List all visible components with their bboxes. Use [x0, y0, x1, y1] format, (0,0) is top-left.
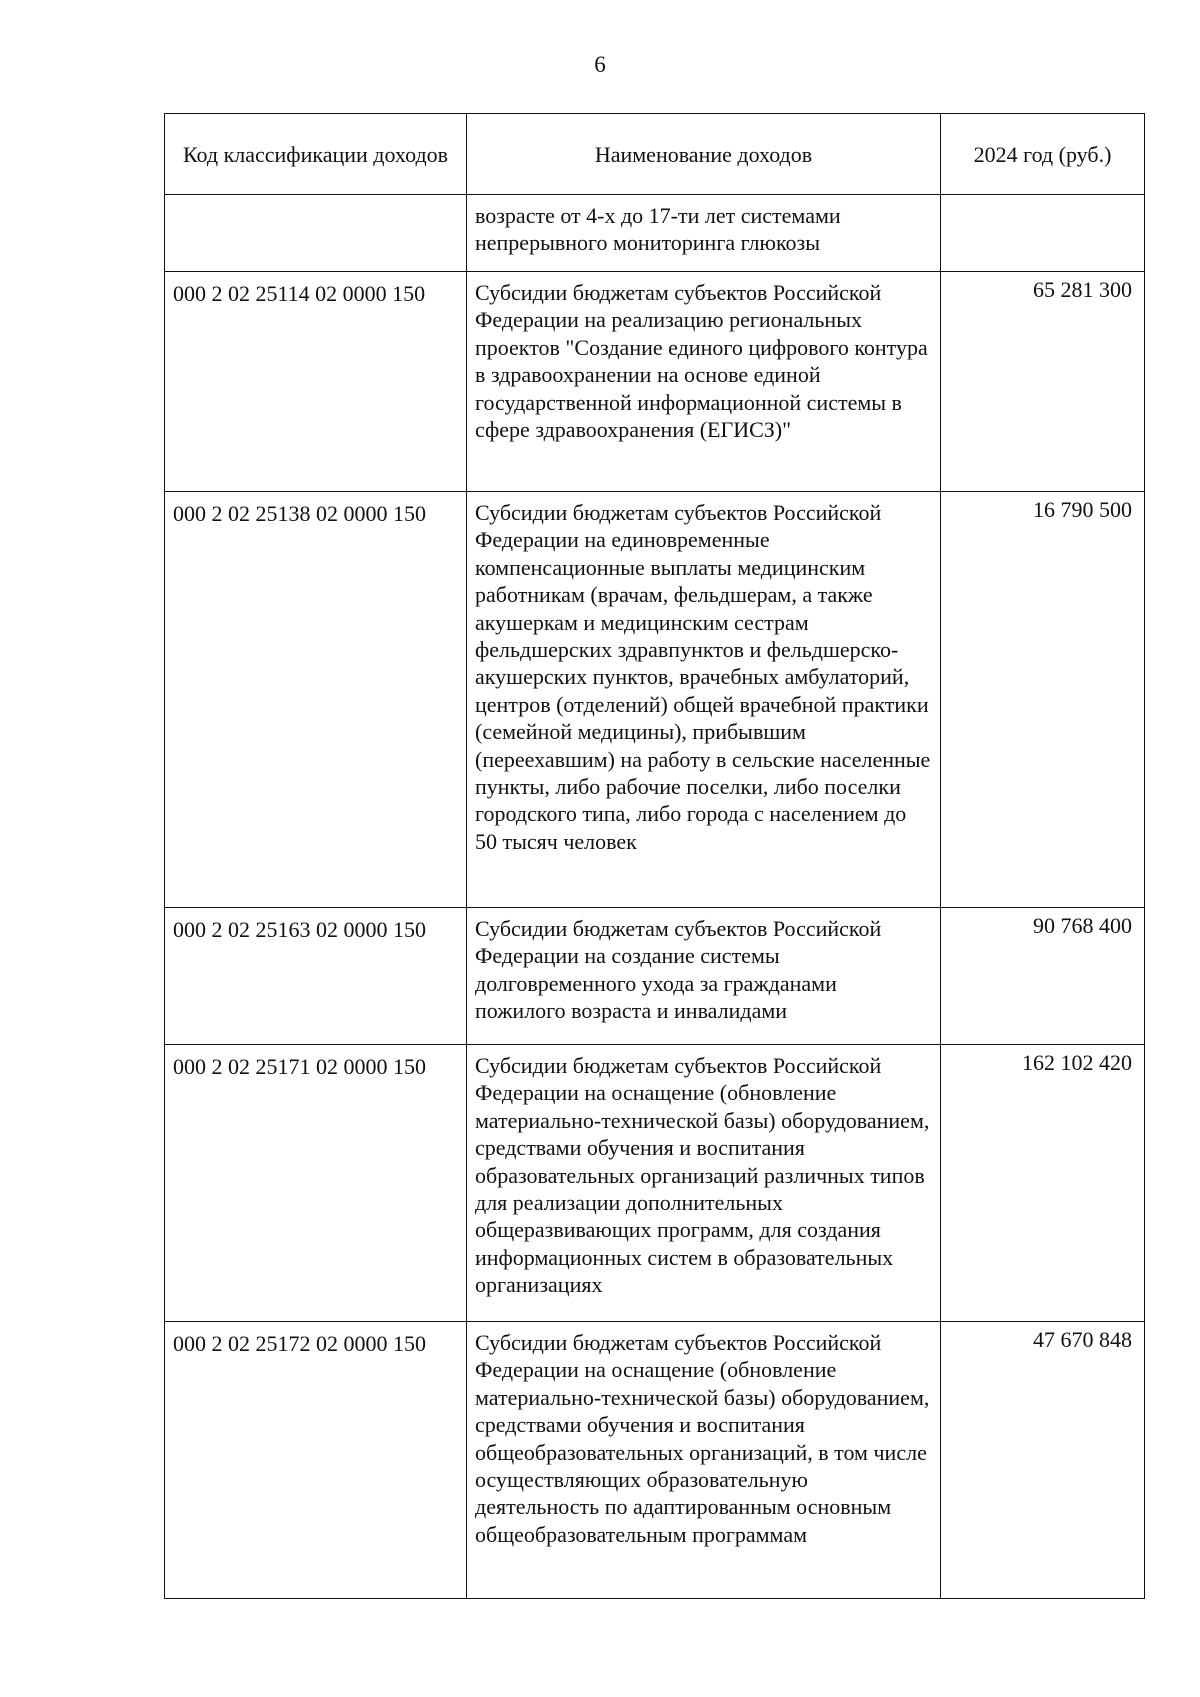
table-row: [165, 492, 1145, 908]
row-code: 000 2 02 25171 02 0000 150: [165, 1045, 467, 1322]
row-name: Субсидии бюджетам субъектов Российской Федерации на создание системы долговременного ухода за гражданами пожилого возраста и инвалидами: [467, 908, 941, 1045]
table-row: [165, 908, 1145, 1045]
table-row: [165, 272, 1145, 492]
table-row: [165, 195, 1145, 272]
row-name: Субсидии бюджетам субъектов Российской Федерации на реализацию региональных проектов "Создание единого цифрового контура в здравоохранении на основе единой государственной информационной системы в сфере здравоохранения (ЕГИСЗ)": [467, 272, 941, 492]
header-amount: 2024 год (руб.): [941, 114, 1145, 195]
row-amount: 16 790 500: [941, 492, 1145, 908]
row-amount: 90 768 400: [941, 908, 1145, 1045]
table-row: [165, 1322, 1145, 1599]
row-amount: 47 670 848: [941, 1322, 1145, 1599]
row-code: 000 2 02 25138 02 0000 150: [165, 492, 467, 908]
row-code: 000 2 02 25114 02 0000 150: [165, 272, 467, 492]
row-amount: 162 102 420: [941, 1045, 1145, 1322]
row-name: Субсидии бюджетам субъектов Российской Федерации на оснащение (обновление материально-технической базы) оборудованием, средствами обучения и воспитания общеобразовательных организаций, в том числе осуществляющих образовательную деятельность по адаптированным основным общеобразовательным программам: [467, 1322, 941, 1599]
table-header-row: [165, 114, 1145, 195]
table-row: [165, 1045, 1145, 1322]
row-code: 000 2 02 25163 02 0000 150: [165, 908, 467, 1045]
row-code: 000 2 02 25172 02 0000 150: [165, 1322, 467, 1599]
row-name: возрасте от 4-х до 17-ти лет системами непрерывного мониторинга глюкозы: [467, 195, 941, 272]
row-name: Субсидии бюджетам субъектов Российской Федерации на единовременные компенсационные выплаты медицинским работникам (врачам, фельдшерам, а также акушеркам и медицинским сестрам фельдшерских здравпунктов и фельдшерско-акушерских пунктов, врачебных амбулаторий, центров (отделений) общей врачебной практики (семейной медицины), прибывшим (переехавшим) на работу в сельские населенные пункты, либо рабочие поселки, либо поселки городского типа, либо города с населением до 50 тысяч человек: [467, 492, 941, 908]
page-number: 6: [594, 52, 606, 77]
header-code: Код классификации доходов: [165, 114, 467, 195]
income-table: [164, 113, 1145, 1599]
row-amount: [941, 195, 1145, 272]
row-amount: 65 281 300: [941, 272, 1145, 492]
row-name: Субсидии бюджетам субъектов Российской Федерации на оснащение (обновление материально-технической базы) оборудованием, средствами обучения и воспитания образовательных организаций различных типов для реализации дополнительных общеразвивающих программ, для создания информационных систем в образовательных организациях: [467, 1045, 941, 1322]
header-name: Наименование доходов: [467, 114, 941, 195]
row-code: [165, 195, 467, 272]
